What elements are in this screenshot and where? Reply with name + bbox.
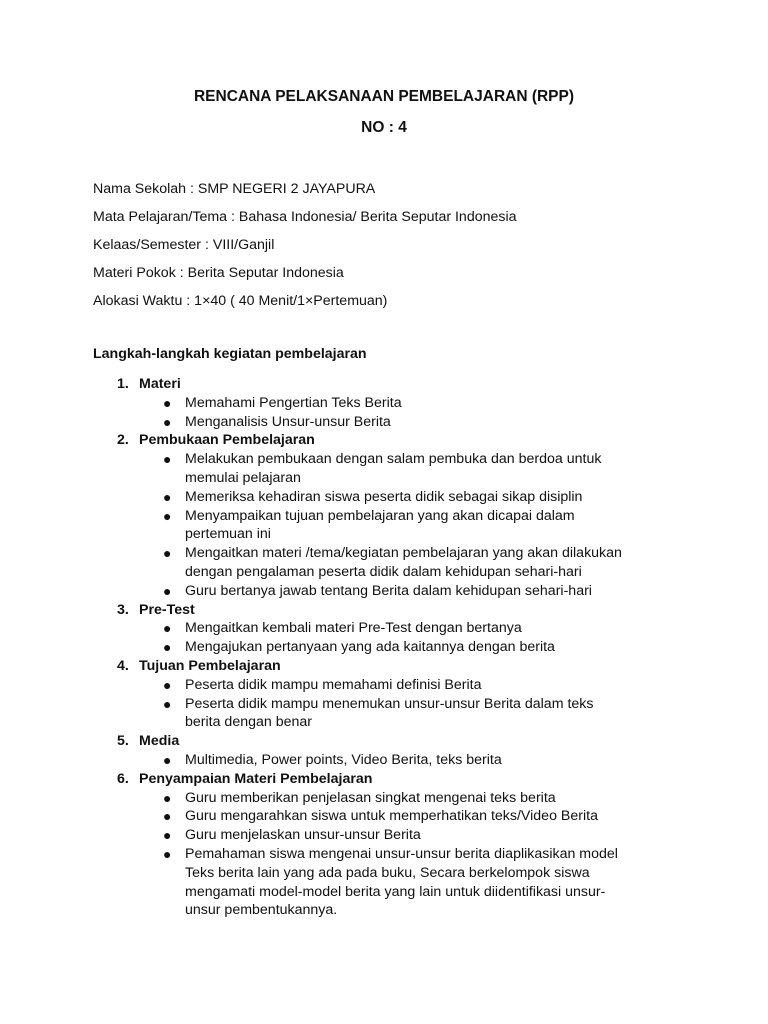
bullet-text-line: unsur pembentukannya. xyxy=(185,902,338,919)
step-number: 3. xyxy=(117,601,129,618)
bullet-text-line: Pemahaman siswa mengenai unsur-unsur berita diaplikasikan model xyxy=(185,845,618,862)
time-allocation-line: Alokasi Waktu : 1×40 ( 40 Menit/1×Pertemuan) xyxy=(93,293,388,309)
class-semester-line: Kelaas/Semester : VIII/Ganjil xyxy=(93,237,275,253)
bullet-text-line: Memeriksa kehadiran siswa peserta didik sebagai sikap disiplin xyxy=(185,488,583,505)
bullet-item xyxy=(93,845,673,920)
bullet-text-line: dengan pengalaman peserta didik dalam kehidupan sehari-hari xyxy=(185,563,582,580)
bullet-icon: ● xyxy=(163,507,172,524)
step-number: 2. xyxy=(117,432,129,449)
bullet-icon: ● xyxy=(163,413,172,430)
bullet-item xyxy=(93,582,673,601)
bullet-item xyxy=(93,826,673,845)
bullet-item xyxy=(93,507,673,545)
bullet-icon: ● xyxy=(163,545,172,562)
bullet-icon: ● xyxy=(163,845,172,862)
bullet-icon: ● xyxy=(163,789,172,806)
step-section-title xyxy=(93,431,673,450)
step-section xyxy=(93,732,673,770)
subject-theme-line: Mata Pelajaran/Tema : Bahasa Indonesia/ Berita Seputar Indonesia xyxy=(93,209,517,225)
step-section-title xyxy=(93,375,673,394)
bullet-item xyxy=(93,695,673,733)
bullet-text-line: Mengajukan pertanyaan yang ada kaitannya dengan berita xyxy=(185,639,555,656)
bullet-list xyxy=(93,751,673,770)
step-section-title xyxy=(93,732,673,751)
school-name-line: Nama Sekolah : SMP NEGERI 2 JAYAPURA xyxy=(93,181,376,197)
bullet-item xyxy=(93,413,673,432)
bullet-text-line: Peserta didik mampu menemukan unsur-unsur Berita dalam teks xyxy=(185,695,594,712)
step-section-title xyxy=(93,770,673,789)
bullet-text-line: Mengaitkan materi /tema/kegiatan pembelajaran yang akan dilakukan xyxy=(185,545,622,562)
bullet-icon: ● xyxy=(163,808,172,825)
steps-heading: Langkah-langkah kegiatan pembelajaran xyxy=(93,346,367,362)
bullet-icon: ● xyxy=(163,394,172,411)
bullet-text-line: Multimedia, Power points, Video Berita, teks berita xyxy=(185,751,502,768)
step-section xyxy=(93,770,673,920)
bullet-icon: ● xyxy=(163,639,172,656)
bullet-item xyxy=(93,751,673,770)
bullet-item xyxy=(93,488,673,507)
bullet-item xyxy=(93,450,673,488)
bullet-item xyxy=(93,676,673,695)
step-section xyxy=(93,375,673,431)
steps-list xyxy=(93,375,673,920)
bullet-list xyxy=(93,394,673,432)
bullet-icon: ● xyxy=(163,488,172,505)
bullet-text-line: pertemuan ini xyxy=(185,526,271,543)
bullet-text-line: Teks berita lain yang ada pada buku, Secara berkelompok siswa xyxy=(185,864,590,881)
bullet-text-line: Melakukan pembukaan dengan salam pembuka dan berdoa untuk xyxy=(185,451,602,468)
bullet-icon: ● xyxy=(163,751,172,768)
bullet-text-line: Mengaitkan kembali materi Pre-Test dengan bertanya xyxy=(185,620,522,637)
bullet-text-line: Guru bertanya jawab tentang Berita dalam kehidupan sehari-hari xyxy=(185,582,592,599)
bullet-item xyxy=(93,789,673,808)
bullet-item xyxy=(93,394,673,413)
bullet-list xyxy=(93,676,673,732)
step-title-label: Penyampaian Materi Pembelajaran xyxy=(139,770,373,787)
bullet-text-line: memulai pelajaran xyxy=(185,469,301,486)
bullet-icon: ● xyxy=(163,827,172,844)
step-title-label: Media xyxy=(139,733,180,750)
step-title-label: Materi xyxy=(139,376,181,392)
bullet-list xyxy=(93,619,673,657)
document-title: RENCANA PELAKSANAAN PEMBELAJARAN (RPP) xyxy=(193,88,575,105)
bullet-icon: ● xyxy=(163,620,172,637)
step-section-title xyxy=(93,657,673,676)
bullet-text-line: Guru menjelaskan unsur-unsur Berita xyxy=(185,827,421,844)
step-title-label: Pre-Test xyxy=(139,601,195,618)
document-number: NO : 4 xyxy=(361,119,407,136)
step-number: 4. xyxy=(117,657,129,674)
step-section xyxy=(93,431,673,600)
step-number: 6. xyxy=(117,770,129,787)
bullet-text-line: mengamati model-model berita yang lain untuk diidentifikasi unsur- xyxy=(185,883,606,900)
bullet-icon: ● xyxy=(163,582,172,599)
step-number: 1. xyxy=(117,376,129,392)
step-section xyxy=(93,657,673,732)
bullet-icon: ● xyxy=(163,676,172,693)
step-number: 5. xyxy=(117,733,129,750)
step-title-label: Tujuan Pembelajaran xyxy=(139,657,281,674)
bullet-list xyxy=(93,450,673,600)
main-material-line: Materi Pokok : Berita Seputar Indonesia xyxy=(93,265,344,281)
bullet-icon: ● xyxy=(163,695,172,712)
step-section-title xyxy=(93,601,673,620)
bullet-item xyxy=(93,544,673,582)
bullet-text-line: Menganalisis Unsur-unsur Berita xyxy=(185,413,391,430)
bullet-text-line: Peserta didik mampu memahami definisi Berita xyxy=(185,676,482,693)
bullet-item xyxy=(93,638,673,657)
bullet-text-line: Menyampaikan tujuan pembelajaran yang akan dicapai dalam xyxy=(185,507,575,524)
bullet-text-line: berita dengan benar xyxy=(185,714,313,731)
bullet-item xyxy=(93,807,673,826)
bullet-text-line: Guru mengarahkan siswa untuk memperhatikan teks/Video Berita xyxy=(185,808,598,825)
identity-block xyxy=(93,180,517,320)
step-section xyxy=(93,601,673,657)
bullet-list xyxy=(93,789,673,921)
bullet-text-line: Guru memberikan penjelasan singkat mengenai teks berita xyxy=(185,789,556,806)
step-title-label: Pembukaan Pembelajaran xyxy=(139,432,315,449)
bullet-text-line: Memahami Pengertian Teks Berita xyxy=(185,394,402,411)
bullet-icon: ● xyxy=(163,451,172,468)
bullet-item xyxy=(93,619,673,638)
